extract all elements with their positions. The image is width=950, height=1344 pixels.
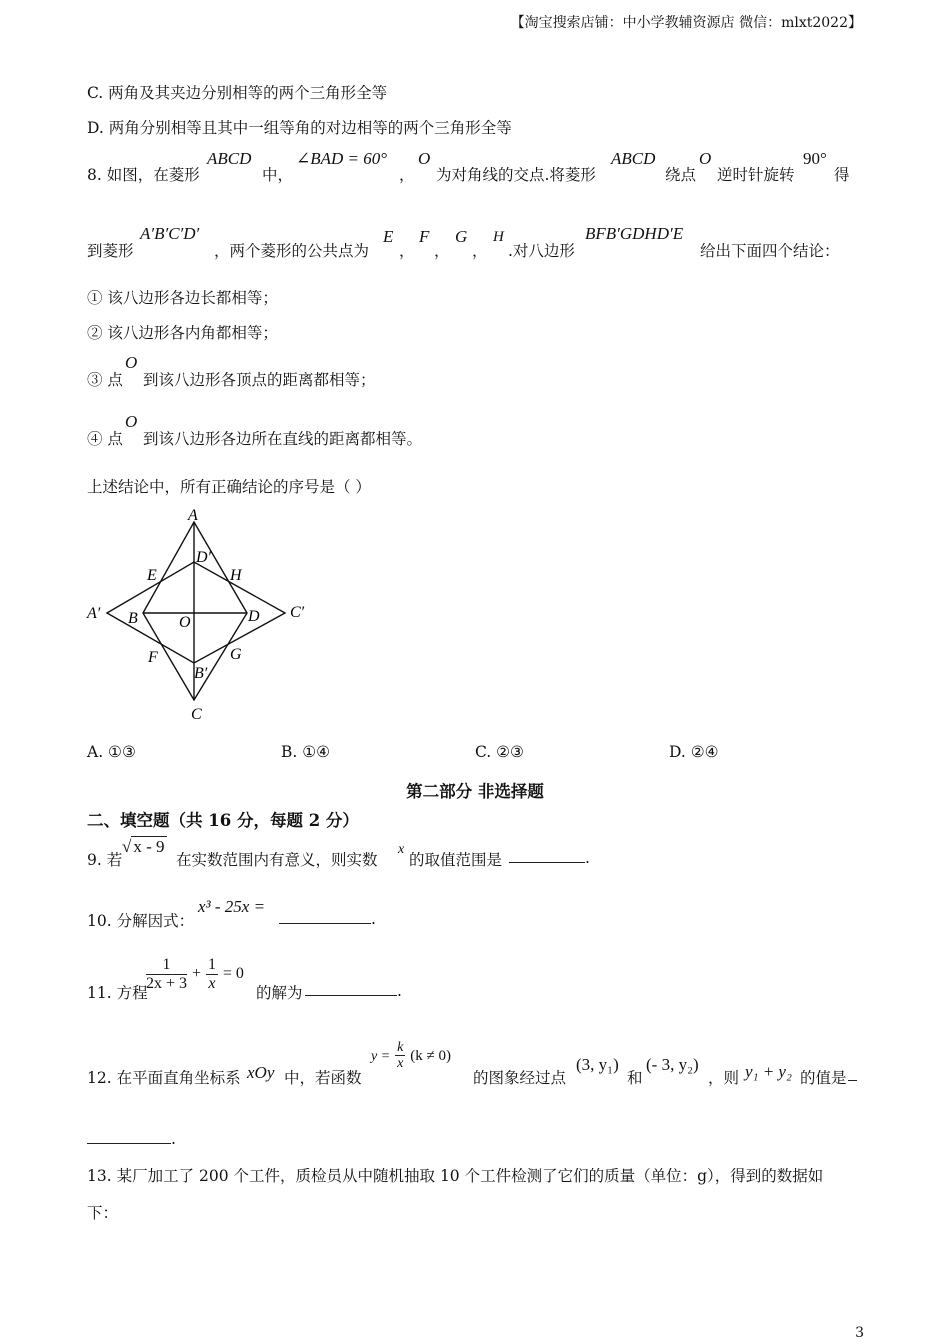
q11-frac-1-den: 2x + 3 [146,974,188,992]
q12-answer-start[interactable] [848,1066,857,1085]
header-note: 【淘宝搜索店铺：中小学教辅资源店 微信：mlxt2022】 [510,15,862,31]
q8-abcd-2: ABCD [611,149,656,168]
q12-answer-blank-2[interactable] [87,1129,171,1144]
q12-frac [395,1040,405,1072]
q8-conclusion-3-o: O [125,353,138,372]
q12-t1: 12. 在平面直角坐标系 [87,1069,241,1087]
q8-t4: 绕点 [665,166,697,184]
part2-title: 第二部分 非选择题 [406,782,544,801]
q8-deg90: 90° [803,149,827,168]
q10-answer[interactable] [279,909,376,928]
q9-answer[interactable] [509,848,590,867]
q13-line1: 13. 某厂加工了 200 个工件，质检员从中随机抽取 10 个工件检测了它们的质量（单位：g），得到的数据如 [87,1167,824,1185]
q8-t1: 8. 如图，在菱形 [87,166,200,184]
q8-question: 上述结论中，所有正确结论的序号是（ ） [87,478,371,496]
label-ap: A′ [87,605,101,622]
q8-o-2: O [699,149,712,168]
q12-t6: 的值是 [800,1069,847,1087]
q11-frac-2 [206,956,218,992]
q11-equation [146,956,244,992]
label-cp: C′ [290,604,305,621]
label-a: A [188,507,198,524]
q9-end: . [585,849,590,867]
q8-conclusion-4-o: O [125,412,138,431]
q11-t2: 的解为 [256,984,303,1002]
q8-e: E [383,227,394,246]
q11-frac-2-den: x [208,974,216,992]
q8-t5: 逆时针旋转 [717,166,795,184]
q12-t3: 的图象经过点 [473,1069,567,1087]
label-c: C [191,706,202,723]
q8-comma-1: ， [399,166,415,184]
q12-sum: y₁ + y₂ [745,1062,792,1081]
q12-end: . [171,1130,176,1148]
q8-t10: 给出下面四个结论： [700,242,840,260]
q12-t4: 和 [627,1069,643,1087]
q8-option-a: A. ①③ [87,743,136,761]
q11-answer-blank[interactable] [305,981,397,996]
q8-conclusion-4b: 到该八边形各边所在直线的距离都相等。 [143,430,423,448]
q12-frac-num: k [397,1040,404,1055]
q8-option-d: D. ②④ [669,743,719,761]
q12-answer-blank-1[interactable] [848,1066,857,1081]
q12-xoy: xOy [247,1063,275,1082]
q8-t8: ，两个菱形的公共点为 [214,242,370,260]
q10-answer-blank[interactable] [279,909,371,924]
q11-frac-1-num: 1 [146,956,187,975]
q8-rhombus2: A′B′C′D′ [140,224,200,243]
label-e: E [147,567,157,584]
q8-h: H [493,229,504,245]
q8-t6: 得 [834,166,850,184]
q10-end: . [371,910,376,928]
q10-expr: x³ - 25x = [198,897,266,916]
q9-t3: 的取值范围是 [409,851,503,869]
q8-comma-3: ， [434,242,450,260]
q11-eq: = 0 [222,965,244,983]
label-b: B [128,610,138,627]
q12-y: y = [371,1048,391,1064]
rhombus-figure [80,500,330,730]
label-g: G [230,646,242,663]
q12-p2: (- 3, y₂) [646,1055,699,1074]
q12-cond: (k ≠ 0) [410,1047,451,1064]
q9-x: x [398,842,405,857]
q8-angle: ∠BAD = 60° [296,149,388,168]
q8-octagon: BFB′GDHD′E [585,224,684,243]
q11-t1: 11. 方程 [87,984,148,1002]
q12-p1: (3, y₁) [576,1055,619,1074]
q8-comma-4: ， [472,242,488,260]
label-d: D [248,608,260,625]
q11-end: . [397,982,402,1000]
q9-sqrt: √ x - 9 [122,837,165,856]
q8-option-b: B. ①④ [281,743,331,761]
q11-plus: + [191,965,201,983]
q12-t2: 中，若函数 [284,1069,362,1087]
q9-t2: 在实数范围内有意义，则实数 [176,851,378,869]
label-h: H [230,567,242,584]
q10-t1: 10. 分解因式： [87,912,195,930]
q8-conclusion-3b: 到该八边形各顶点的距离都相等； [143,371,376,389]
q8-abcd-1: ABCD [207,149,252,168]
q12-answer-cont[interactable] [87,1129,176,1148]
q9-answer-blank[interactable] [509,848,585,863]
q8-conclusion-2: ② 该八边形各内角都相等； [87,324,278,342]
q8-t3: 为对角线的交点.将菱形 [436,166,596,184]
page-number: 3 [855,1325,864,1341]
q12-frac-den: x [397,1056,404,1072]
q12-function [371,1040,451,1072]
q11-frac-2-num: 1 [207,956,216,973]
q9-t1: 9. 若 [87,851,123,869]
q9-radicand: x - 9 [133,837,165,856]
q8-g: G [455,227,468,246]
q8-t9: .对八边形 [508,242,575,260]
q11-frac-1 [146,956,187,992]
q11-answer[interactable] [305,981,402,1000]
q8-comma-2: ， [399,242,415,260]
q8-t2: 中， [262,166,294,184]
label-o: O [179,614,191,631]
label-dp: D′ [196,549,212,566]
q7-option-c: C. 两角及其夹边分别相等的两个三角形全等 [87,84,388,102]
section-title: 二、填空题（共 16 分，每题 2 分） [87,811,359,830]
q7-option-d: D. 两角分别相等且其中一组等角的对边相等的两个三角形全等 [87,119,512,137]
q8-t7: 到菱形 [87,242,134,260]
q8-conclusion-3a: ③ 点 [87,371,123,389]
q8-option-c: C. ②③ [475,743,524,761]
label-f: F [148,649,158,666]
q12-t5: ，则 [708,1069,740,1087]
q8-o-1: O [418,149,431,168]
q13-line2: 下： [87,1204,119,1222]
label-bp: B′ [194,665,208,682]
q8-conclusion-1: ① 该八边形各边长都相等； [87,289,278,307]
q8-conclusion-4a: ④ 点 [87,430,123,448]
q8-f: F [419,227,430,246]
